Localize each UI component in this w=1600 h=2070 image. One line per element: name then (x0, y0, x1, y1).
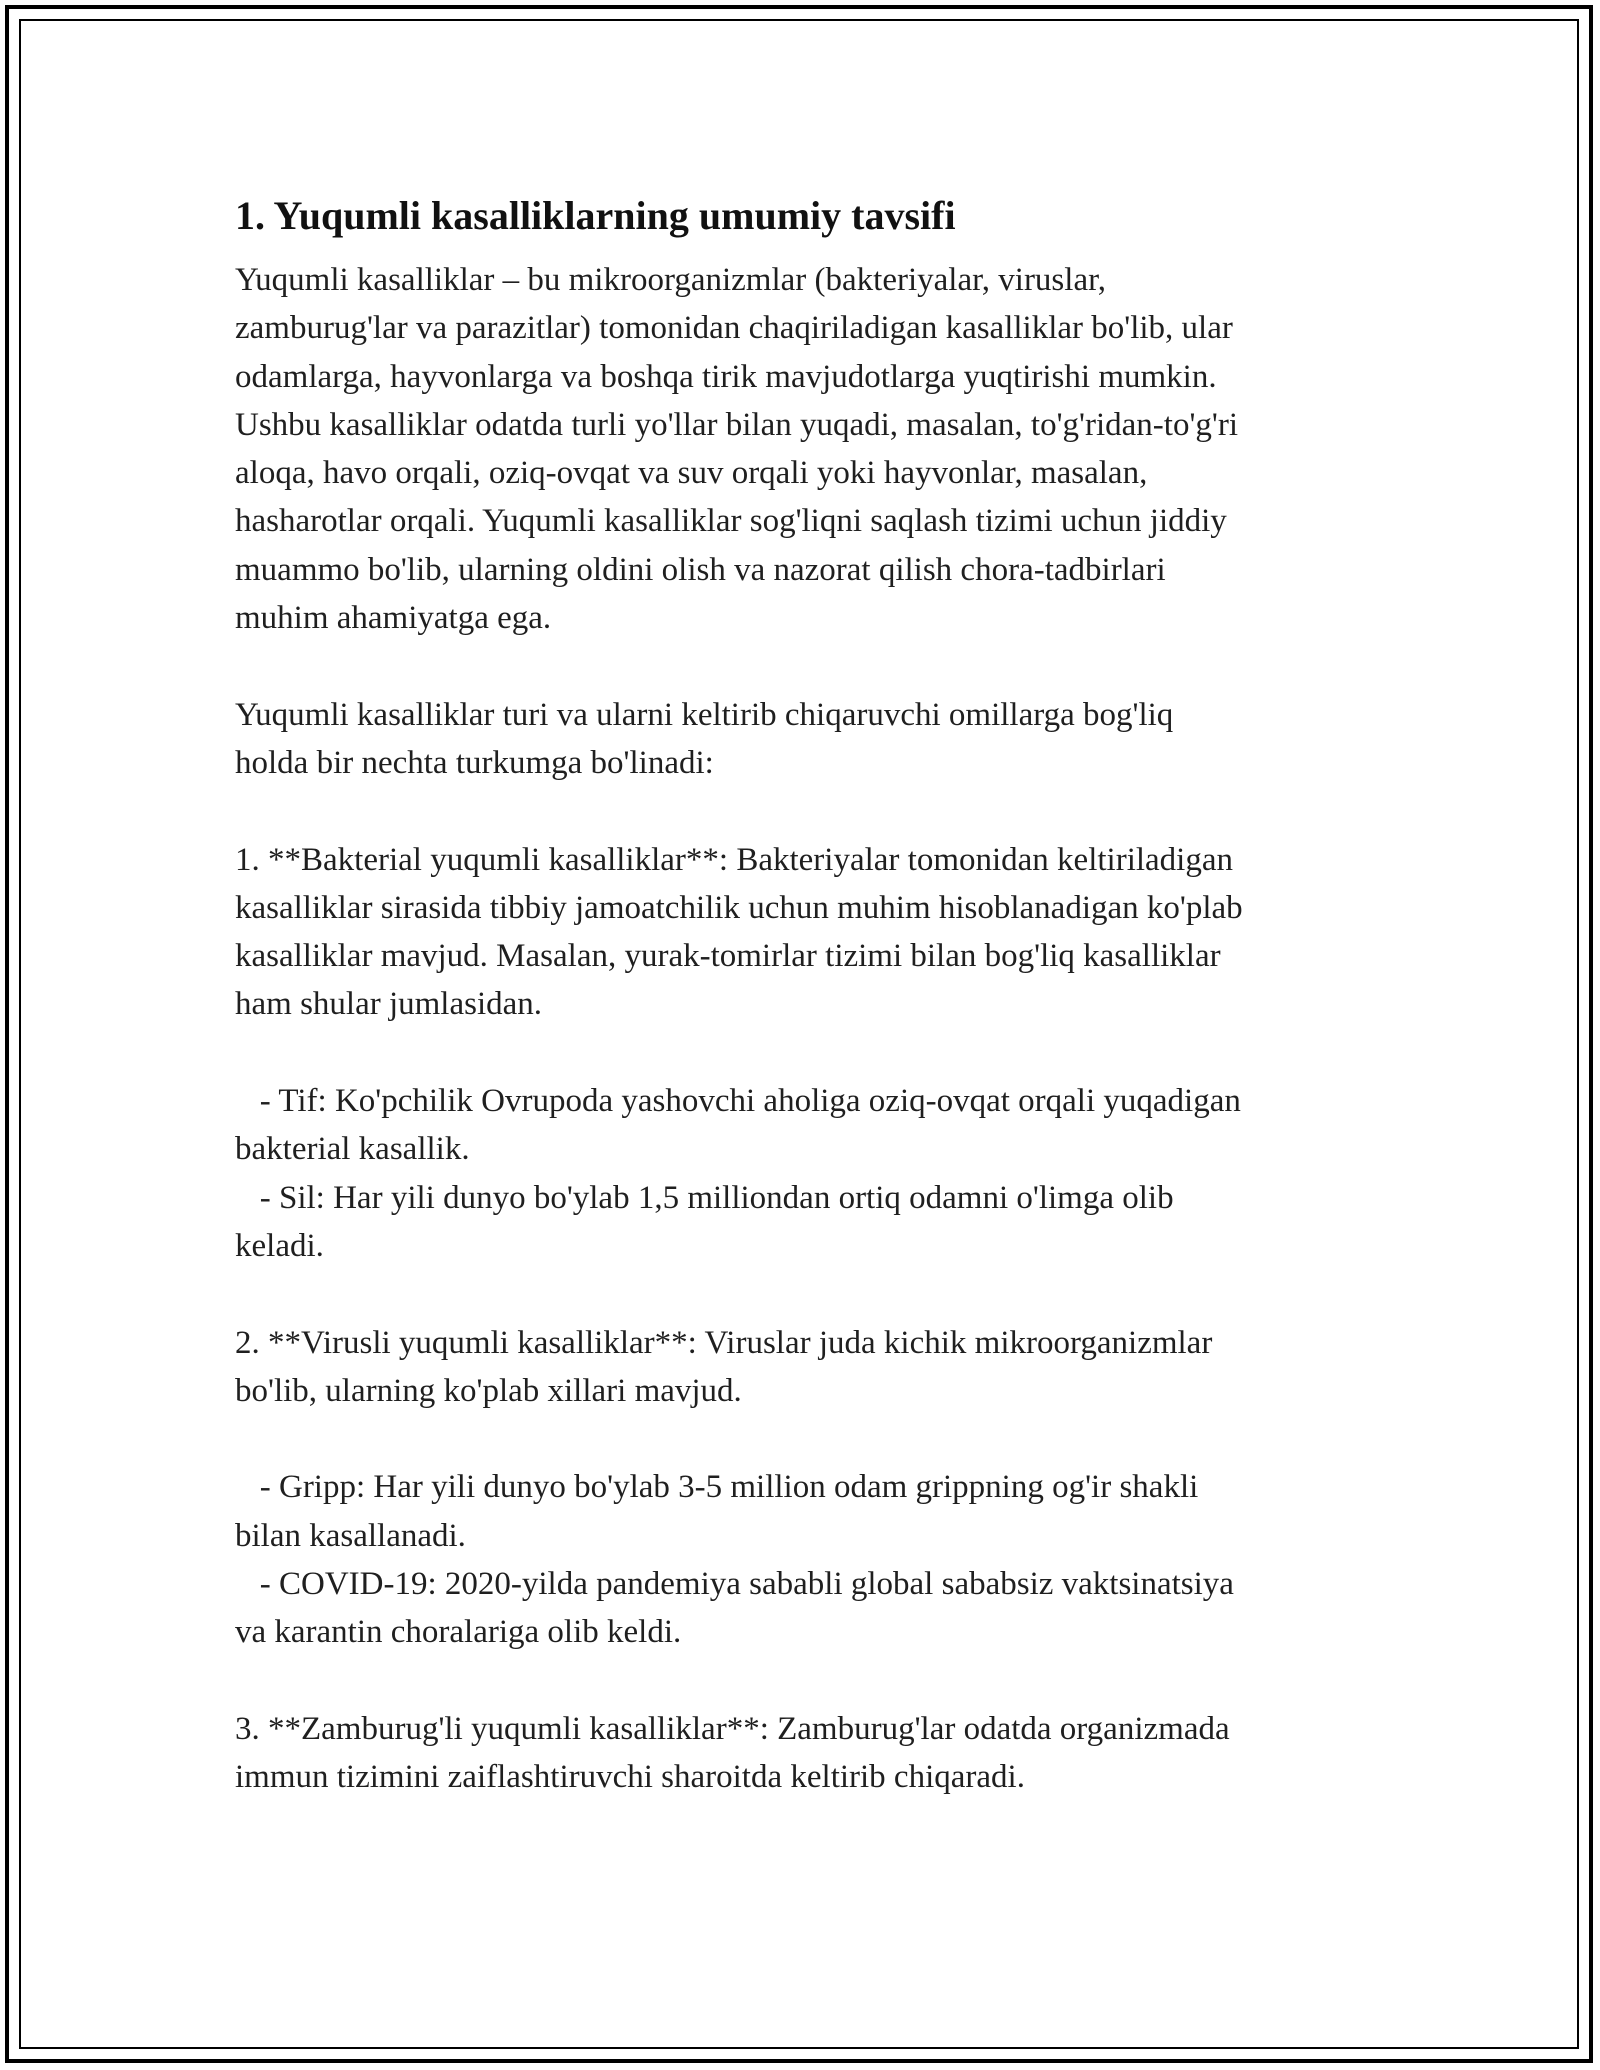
document-title: 1. Yuqumli kasalliklarning umumiy tavsifi (235, 193, 956, 238)
document-content (235, 188, 1385, 1802)
document-body: Yuqumli kasalliklar – bu mikroorganizmlar (bakteriyalar, viruslar, zamburug'lar va parazitlar) tomonidan chaqiriladigan kasalliklar bo'lib, ular odamlarga, hayvonlarga va boshqa tirik mavjudotlarga yuqtirishi mumkin. Ushbu kasalliklar odatda turli yo'llar bilan yuqadi, masalan, to'g'ridan-to'g'ri aloqa, havo orqali, oziq-ovqat va suv orqali yoki hayvonlar, masalan, hasharotlar orqali. Yuqumli kasalliklar sog'liqni saqlash tizimi uchun jiddiy muammo bo'lib, ularning oldini olish va nazorat qilish chora-tadbirlari muhim ahamiyatga ega. Yuqumli kasalliklar turi va ularni keltirib chiqaruvchi omillarga bog'liq holda bir nechta turkumga bo'linadi: 1. **Bakterial yuqumli kasalliklar**: Bakteriyalar tomonidan keltiriladigan kasalliklar sirasida tibbiy jamoatchilik uchun muhim hisoblanadigan ko'plab kasalliklar mavjud. Masalan, yurak-tomirlar tizimi bilan bog'liq kasalliklar ham shular jumlasidan. - Tif: Ko'pchilik Ovrupoda yashovchi aholiga oziq-ovqat orqali yuqadigan bakterial kasallik. - Sil: Har yili dunyo bo'ylab 1,5 milliondan ortiq odamni o'limga olib keladi. 2. **Virusli yuqumli kasalliklar**: Viruslar juda kichik mikroorganizmlar bo'lib, ularning ko'plab xillari mavjud. - Gripp: Har yili dunyo bo'ylab 3-5 million odam grippning og'ir shakli bilan kasallanadi. - COVID-19: 2020-yilda pandemiya sababli global sababsiz vaktsinatsiya va karantin choralariga olib keldi. 3. **Zamburug'li yuqumli kasalliklar**: Zamburug'lar odatda organizmada immun tizimini zaiflashtiruvchi sharoitda keltirib chiqaradi. (235, 262, 1243, 1796)
